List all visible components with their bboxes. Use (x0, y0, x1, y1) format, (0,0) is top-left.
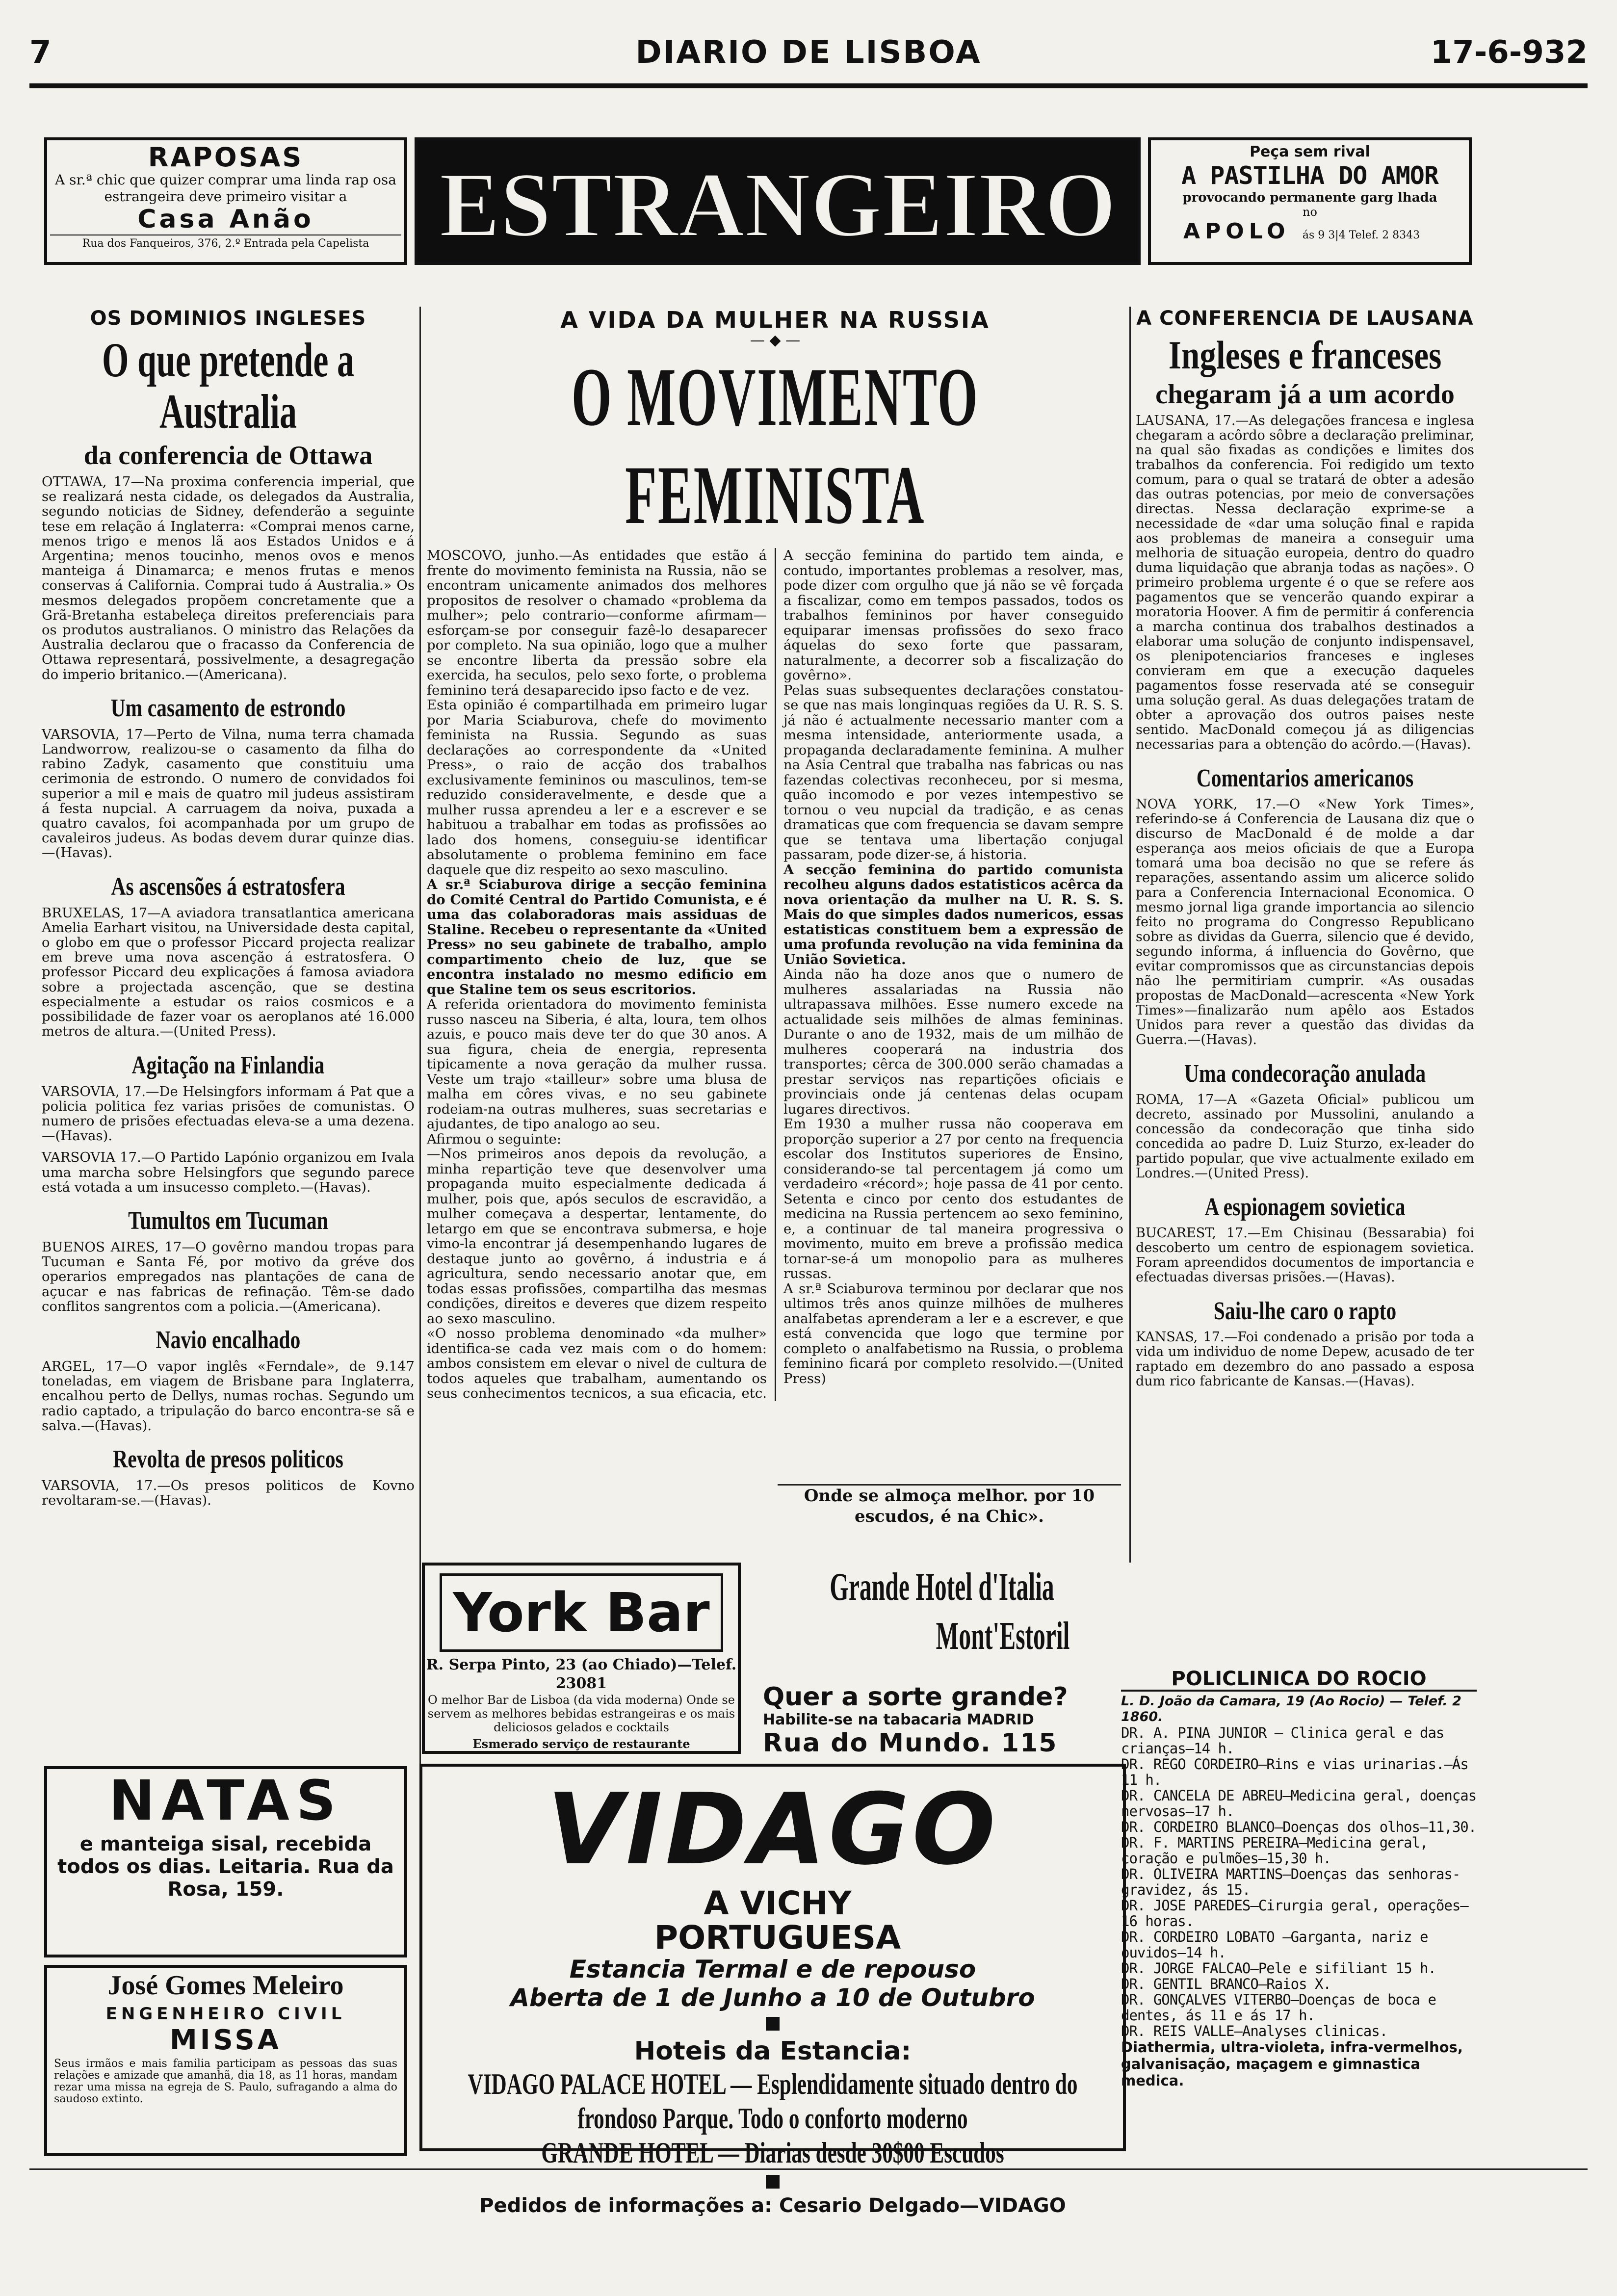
column-rule (1129, 307, 1131, 1563)
article-body: VARSOVIA, 17.—Os presos politicos de Kovno revoltaram-se.—(Havas). (42, 1477, 415, 1509)
ad-natas (44, 1766, 407, 1957)
article-paragraph: Em 1930 a mulher russa não cooperava em proporção superior a 27 por cento na frequencia escolar dos Institutos superiores de Ensino, considerando-se tal percentagem já como um verdadeiro «récord»; hoje passa de 41 por cento. Setenta e cinco por cento dos estudantes de medicina na Russia pertencem ao sexo feminino, e, a continuar de tal maneira progressiva o movimento, muito em breve a profissão medica tornar-se-á um monopolio para as mulheres russas. (783, 1116, 1123, 1281)
square-ornament (766, 2017, 780, 2031)
article-body: NOVA YORK, 17.—O «New York Times», referindo-se á Conferencia de Lausana diz que o discurso de MacDonald é de molde a dar esperança aos meios oficiais de que a Europa tomará uma boa decisão no que se refere ás reparações, assentando assim um alicerce solido para a Conferencia Internacional Economica. O mesmo jornal liga grande importancia ao silencio feito no programa do Congresso Republicano sobre as dividas da Guerra, silencio que é devido, segundo informa, á influencia do Govêrno, que evitar compromissos que as circunstancias depois não lhe permitiriam cumprir. «As ousadas propostas de MacDonald—acrescenta «New York Times»—finalizarão num apêlo aos Estados Unidos para rever a questão das dividas da Guerra.—(Havas). (1136, 797, 1474, 1048)
article-headline: Comentarios americanos (1196, 764, 1414, 793)
vidago-hotels-title: Hoteis da Estancia: (634, 2036, 912, 2066)
article-body: LAUSANA, 17.—As delegações francesa e inglesa chegaram a acôrdo sôbre a declaração preliminar, na qual são fixadas as condições e limites dos trabalhos da conferencia. Foi redigido um texto comum, para o qual se tratará de obter a adesão das outras potencias, por meio de conversações directas. Nessa declaração exprime-se a necessidade de «dar uma solução final e rapida aos problemas de maneira a conseguir uma melhoria de situação europeia, dentro do quadro duma liquidação que abranja todas as nações». O primeiro problema urgente é o que se refere aos pagamentos que se vencerão quando expirar a moratoria Hoover. A fim de permitir á conferencia a marcha continua dos trabalhos destinados a elaborar uma solução de conjunto indispensavel, os plenipotenciarios franceses e ingleses convieram em que a execução daqueles pagamentos fosse reservada até se conseguir uma solução geral. As duas delegações tratam de obter a aprovação dos outros paises neste sentido. MacDonald começou já as diligencias necessarias para a obtenção do acôrdo.—(Havas). (1136, 413, 1474, 753)
ad-natas-text: e manteiga sisal, recebida todos os dias. Leitaria. Rua da Rosa, 159. (57, 1833, 394, 1901)
middle-column (427, 307, 1123, 1504)
hotel-location: Mont'Estoril (936, 1615, 1070, 1658)
clinic-doctor: DR. CORDEIRO BLANCO—Doenças dos olhos—11,30. (1121, 1819, 1477, 1835)
section-banner (415, 137, 1141, 265)
sorte-line3: Rua do Mundo. 115 (763, 1728, 1058, 1758)
article-body: ARGEL, 17—O vapor inglês «Ferndale», de 9.147 toneladas, em viagem de Brisbane para Inglaterra, encalhou perto de Dellys, numas rochas. Segundo um radio captado, a tripulação do barco encontra-se sã e salva.—(Havas). (42, 1358, 415, 1434)
hotel-name: Grande Hotel d'Italia (830, 1565, 1054, 1609)
ad-apolo-line1: Peça sem rival (1250, 143, 1370, 160)
banner-graphic (417, 140, 1138, 262)
article-headline: Tumultos em Tucuman (128, 1206, 328, 1235)
vidago-line1: Estancia Termal e de repouso (569, 1955, 976, 1983)
article-body: VARSOVIA, 17.—De Helsingfors informam á Pat que a policia politica fez varias prisões de comunistas. O numero de prisões efectuadas eleva-se a uma dezena.—(Havas). (42, 1083, 415, 1144)
clinic-doctor: DR. JOSE PAREDES—Cirurgia geral, operações—16 horas. (1121, 1897, 1468, 1930)
clinic-doctor: DR. GENTIL BRANCO—Raios X. (1121, 1976, 1331, 1992)
article-headline: As ascensões á estratosfera (111, 872, 345, 901)
ad-apolo-line3: provocando permanente garg lhada (1182, 190, 1437, 205)
clinic-address: L. D. João da Camara, 19 (Ao Rocio) — Telef. 2 1860. (1121, 1694, 1461, 1724)
sorte-line1: Quer a sorte grande? (763, 1682, 1068, 1712)
ad-apolo (1148, 137, 1472, 265)
article-headline: Navio encalhado (156, 1326, 301, 1354)
newspaper-title: DIARIO DE LISBOA (635, 34, 982, 71)
ad-missa-heading: MISSA (169, 2024, 282, 2056)
clinic-doctor: DR. JORGE FALCAO—Pele e sifiliant 15 h. (1121, 1960, 1436, 1977)
vidago-contact: Pedidos de informações a: Cesario Delgado—VIDAGO (479, 2194, 1066, 2217)
subheadline: chegaram já a um acordo (1155, 379, 1455, 410)
square-ornament (766, 2175, 780, 2189)
clinic-doctor: DR. CORDEIRO LOBATO —Garganta, nariz e ouvidos—14 h. (1121, 1929, 1428, 1961)
article-body: BRUXELAS, 17—A aviadora transatlantica americana Amelia Earhart visitou, na Universidade desta capital, o globo em que o professor Piccard projecta realizar em breve uma nova ascenção á estratosfera. O professor Piccard deu explicações á famosa aviadora sobre a projectada ascenção, que se destina especialmente a estudar os raios cosmicos e a possibilidade de fazer voar os aeroplanos até 16.000 metros de altura.—(United Press). (42, 905, 415, 1040)
article-body: VARSOVIA 17.—O Partido Lapónio organizou em Ivala uma marcha sobre Helsingfors que segundo parece está votada a um insucesso completo.—(Havas). (42, 1149, 415, 1195)
clinic-doctor: DR. F. MARTINS PEREIRA—Medicina geral, coração e pulmões—15,30 h. (1121, 1834, 1428, 1867)
article-body: BUCAREST, 17.—Em Chisinau (Bessarabia) foi descoberto um centro de espionagem sovietica. Foram apreendidos documentos de importancia e efectuadas diversas prisões.—(Havas). (1136, 1226, 1474, 1285)
ad-missa (44, 1965, 407, 2156)
ad-missa-name: José Gomes Meleiro (107, 1970, 344, 2001)
article-paragraph: Ainda não ha doze anos que o numero de mulheres assalariadas na Russia não ultrapassava milhões. Esse numero excede na actualidade seis milhões de almas femininas. Durante o ano de 1932, mais de um milhão de mulheres cooperará na industria dos transportes; cêrca de 300.000 serão chamadas a prestar serviços nas repartições oficiais e provinciais onde já centenas delas ocupam lugares directivos. (783, 966, 1123, 1117)
section-label: A VIDA DA MULHER NA RUSSIA (560, 307, 990, 333)
article-paragraph: Esta opinião é compartilhada em primeiro lugar por Maria Sciaburova, chefe do movimento feminista na Russia. Segundo as suas declarações ao correspondente da «United Press», o raio de acção dos trabalhos exclusivamente femininos ou masculinos, tem-se reduzido consideravelmente, e desde que a mulher russa aprendeu a ler e a escrever e se habituou a trabalhar em todas as profissões ao lado dos homens, conseguiu-se identificar absolutamente o problema feminino em face daquele que diz respeito ao sexo masculino. (427, 697, 767, 878)
clinic-doctor: DR. GONÇALVES VITERBO—Doenças de boca e dentes, ás 11 e ás 17 h. (1121, 1991, 1436, 2024)
ad-raposas-text: A sr.ª chic que quizer comprar uma linda rap osa estrangeira deve primeiro visitar a (55, 172, 396, 205)
headline: Ingleses e franceses (1168, 333, 1442, 377)
vidago-line2: Aberta de 1 de Junho a 10 de Outubro (510, 1983, 1035, 2012)
ad-apolo-line5 (1154, 219, 1466, 248)
article-paragraph: A referida orientadora do movimento feminista russo nasceu na Siberia, é alta, loura, tem olhos azuis, e pouco mais deve ter do que 30 anos. A sua figura, cheia de energia, representa tipicamente a nova geração da mulher russa. Veste um trajo «tailleur» sobre uma blusa de malha em côres vivas, e no seu gabinete rodeiam-na outras mulheres, suas secretarias e ajudantes, de tipo analogo ao seu. (427, 996, 767, 1132)
clinic-doctor: DR. A. PINA JUNIOR — Clinica geral e das crianças—14 h. (1121, 1724, 1444, 1757)
ad-raposas-heading: RAPOSAS (148, 142, 304, 173)
ad-missa-text: Seus irmãos e mais familia participam as pessoas das suas relações e amizade que amanhã, dia 18, as 11 horas, mandam rezar uma missa na egreja de S. Paulo, sufragando a alma do saudoso extinto. (54, 2058, 397, 2105)
clinic-doctor: DR. REIS VALLE—Analyses clinicas. (1121, 2023, 1388, 2039)
ad-natas-heading: NATAS (108, 1769, 343, 1833)
york-bar-footer: Esmerado serviço de restaurante (472, 1737, 690, 1751)
vidago-header (422, 1774, 1123, 1955)
article-body: VARSOVIA, 17—Perto de Vilna, numa terra chamada Landworrow, realizou-se o casamento da filha do rabino Zadyk, casamento que constituiu uma cerimonia de estrondo. O numero de convidados foi superior a mil e mais de quatro mil judeus assistiram á festa nupcial. A carruagem da noiva, puxada a quatro cavalos, foi acompanhada por um grupo de cavaleiros judeus. As bodas devem durar quinze dias.—(Havas). (42, 726, 415, 861)
article-body: ROMA, 17—A «Gazeta Oficial» publicou um decreto, assinado por Mussolini, anulando a concessão da condecoração que tinha sido concedida ao padre D. Luiz Sturzo, ex-leader do partido popular, que vive actualmente exilado em Londres.—(United Press). (1136, 1092, 1474, 1181)
york-bar-logo: York Bar (440, 1573, 723, 1652)
article-body: BUENOS AIRES, 17—O govêrno mandou tropas para Tucuman e Santa Fé, por motivo da gréve dos operarios empregados nas plantações de cana de açucar e nas fabricas de refinação. Têm-se dado conflitos sangrentos com a policia.—(Americana). (42, 1239, 415, 1314)
ad-york-bar (422, 1563, 741, 1754)
article-body: OTTAWA, 17—Na proxima conferencia imperial, que se realizará nesta cidade, os delegados da Australia, segundo noticias de Sidney, defenderão a seguinte tese em relação á Inglaterra: «Comprai menos carne, menos trigo e menos lã aos Estados Unidos e á Argentina; menos toucinho, menos ovos e menos manteiga á Dinamarca; e menos frutas e menos conservas á California. Comprai tudo á Australia.» Os mesmos delegados propõem concretamente que a Grã-Bretanha estabeleça direitos preferenciais para os produtos australianos. O ministro das Relações da Australia declarou que o fracasso da Conferencia de Ottawa representará, possivelmente, a desagregação do imperio britanico.—(Americana). (42, 474, 415, 682)
article-paragraph: A secção feminina do partido comunista recolheu alguns dados estatisticos acêrca da nova orientação da mulher na U. R. S. S. Mais do que simples dados numericos, essas estatisticas constituem bem a expressão de uma profunda revolução na vida feminina da União Sovietica. (783, 861, 1123, 967)
article-paragraph: A sr.ª Sciaburova dirige a secção feminina do Comité Central do Partido Comunista, e é uma das colaboradoras mais assiduas de Staline. Recebeu o representante da «United Press» no seu gabinete de trabalho, amplo compartimento cheio de luz, que se encontra instalado no mesmo edificio em que Staline tem os seus escritorios. (427, 877, 767, 997)
article-paragraph: A sr.ª Sciaburova terminou por declarar que nos ultimos três anos quinze milhões de mulheres analfabetas aprenderam a ler e a escrever, e que está convencida que logo que termine por completo o analfabetismo na Russia, o problema feminino ficará por completo resolvido.—(United Press) (783, 1280, 1123, 1386)
sorte-line2: Habilite-se na tabacaria MADRID (763, 1711, 1034, 1728)
section-label: OS DOMINIOS INGLESES (90, 307, 366, 330)
article-paragraph: MOSCOVO, junho.—As entidades que estão á frente do movimento feminista na Russia, não se encontram unicamente animados dos melhores propositos de resolver o chamado «problema da mulher»; pelo contrario—conforme afirmam—esforçam-se por conseguir fazê-lo desaparecer por completo. Na sua opinião, logo que a mulher se encontre liberta da pressão sobre ela exercida, ha seculos, pelo sexo forte, o problema feminino terá desaparecido ipso facto e de vez. (427, 548, 767, 698)
ad-raposas (44, 137, 407, 265)
ad-raposas-shop: Casa Anão (137, 205, 314, 234)
york-bar-address: R. Serpa Pinto, 23 (ao Chiado)—Telef. 23081 (426, 1656, 737, 1692)
article-headline: Um casamento de estrondo (110, 694, 346, 722)
headline: O MOVIMENTO FEMINISTA (571, 351, 979, 541)
page-number: 7 (29, 34, 52, 71)
vidago-hotel2: GRANDE HOTEL — Diarias desde 30$00 Escudos (541, 2137, 1004, 2169)
chic-notice: Onde se almoça melhor. por 10 escudos, é na Chic». (778, 1484, 1121, 1530)
ad-grande-hotel (756, 1563, 1128, 1680)
ad-missa-title: ENGENHEIRO CIVIL (105, 2004, 346, 2024)
clinic-doctor: DR. CANCELA DE ABREU—Medicina geral, doenças nervosas—17 h. (1121, 1787, 1477, 1820)
vidago-tagline (654, 1886, 901, 1955)
clinic-doctor: DR. OLIVEIRA MARTINS—Doenças das senhoras-gravidez, ás 15. (1121, 1866, 1461, 1898)
vidago-tag1: A VICHY (704, 1884, 852, 1922)
right-column (1136, 307, 1474, 1656)
article-paragraph: «O nosso problema denominado «da mulher» identifica-se cada vez mais com o do homem: ambos consistem em elevar o nivel de cultura de todos aqueles que trabalham, aumentando os seus conhecimentos tecnicos, a sua eficacia, etc. A secção feminina do partido tem ainda, e contudo, importantes problemas a resolver, mas, pode dizer com orgulho que já não se vê forçada a fiscalizar, como em tempos passados, todos os trabalhos femininos por haver conseguido equiparar imensas profissões do sexo fraco áquelas do sexo forte que passaram, naturalmente, a decorrer sob a fiscalização do govêrno». (427, 548, 1123, 1401)
article-paragraph: —Nos primeiros anos depois da revolução, a minha repartição teve que desenvolver uma propaganda muito especialmente dedicada á mulher, pois que, após seculos de escravidão, a mulher começava a despertar, lentamente, do letargo em que se encontrava submersa, e hoje vimo-la encontrar já desempenhando lugares de destaque junto ao govêrno, á industria e á agricultura, sendo necessario anotar que, em todas essas profissões, compartilha das mesmas condições, direitos e deveres que dizem respeito ao sexo masculino. (427, 1146, 767, 1327)
article-headline: A espionagem sovietica (1204, 1193, 1406, 1222)
ad-policlinica (1121, 1668, 1477, 2154)
banner-title: ESTRANGEIRO (439, 154, 1116, 257)
clinic-services: Diathermia, ultra-violeta, infra-vermelhos, galvanisação, maçagem e gimnastica medica. (1121, 2039, 1463, 2089)
ornament: — ◆ — (750, 332, 801, 349)
ad-vidago (419, 1764, 1126, 2217)
ad-apolo-line4: no (1303, 205, 1317, 219)
article-headline: Saiu-lhe caro o rapto (1213, 1297, 1397, 1326)
vidago-hotel1: VIDAGO PALACE HOTEL — Esplendidamente situado dentro do (468, 2068, 1078, 2100)
article-body: KANSAS, 17.—Foi condenado a prisão por toda a vida um individuo de nome Depew, acusado de ter raptado em dezembro do ano passado a esposa dum rico fabricante de Kansas.—(Havas). (1136, 1330, 1474, 1389)
clinic-title: POLICLINICA DO ROCIO (1121, 1668, 1477, 1692)
york-bar-text: O melhor Bar de Lisboa (da vida moderna) Onde se servem as melhores bebidas estrangeiras e os mais deliciosos gelados e cocktails (427, 1693, 735, 1734)
vidago-logo: VIDAGO (547, 1773, 999, 1887)
article-paragraph: Afirmou o seguinte: (427, 1131, 562, 1147)
subheadline: da conferencia de Ottawa (83, 441, 373, 470)
article-paragraph: Pelas suas subsequentes declarações constatou-se que nas mais longinquas regiões da U. R. S. S. já não é actualmente necessario manter com a mesma intensidade, anteriormente usada, a propaganda declaradamente feminina. A mulher na Asia Central que trabalha nas fabricas ou nas fazendas colectivas reconheceu, por si mesma, quão incomodo e por vezes intempestivo se tornou o veu nupcial da tradição, e as cenas dramaticas que com frequencia se davam sempre que se tentava uma libertação conjugal passaram, pode dizer-se, á historia. (783, 682, 1123, 862)
vidago-tag2: PORTUGUESA (654, 1919, 901, 1957)
article-headline: Agitação na Finlandia (131, 1051, 325, 1079)
headline: O que pretende a Australia (102, 333, 354, 439)
clinic-doctor: DR. REGO CORDEIRO—Rins e vias urinarias.—Ás 11 h. (1121, 1756, 1468, 1788)
masthead (29, 29, 1588, 88)
ad-sorte-grande (763, 1683, 1126, 1756)
ad-apolo-line2: A PASTILHA DO AMOR (1181, 161, 1438, 190)
article-headline: Uma condecoração anulada (1184, 1060, 1426, 1088)
article-headline: Revolta de presos politicos (113, 1445, 343, 1473)
article-columns (427, 548, 1123, 1401)
ad-apolo-times: ás 9 3|4 Telef. 2 8343 (1302, 229, 1420, 241)
issue-date: 17-6-932 (1430, 34, 1588, 71)
vidago-hotel1b: frondoso Parque. Todo o conforto moderno (577, 2102, 968, 2135)
ad-raposas-address: Rua dos Fanqueiros, 376, 2.º Entrada pela Capelista (50, 235, 401, 252)
section-label: A CONFERENCIA DE LAUSANA (1136, 307, 1474, 330)
ad-apolo-theatre: APOLO (1183, 219, 1290, 244)
